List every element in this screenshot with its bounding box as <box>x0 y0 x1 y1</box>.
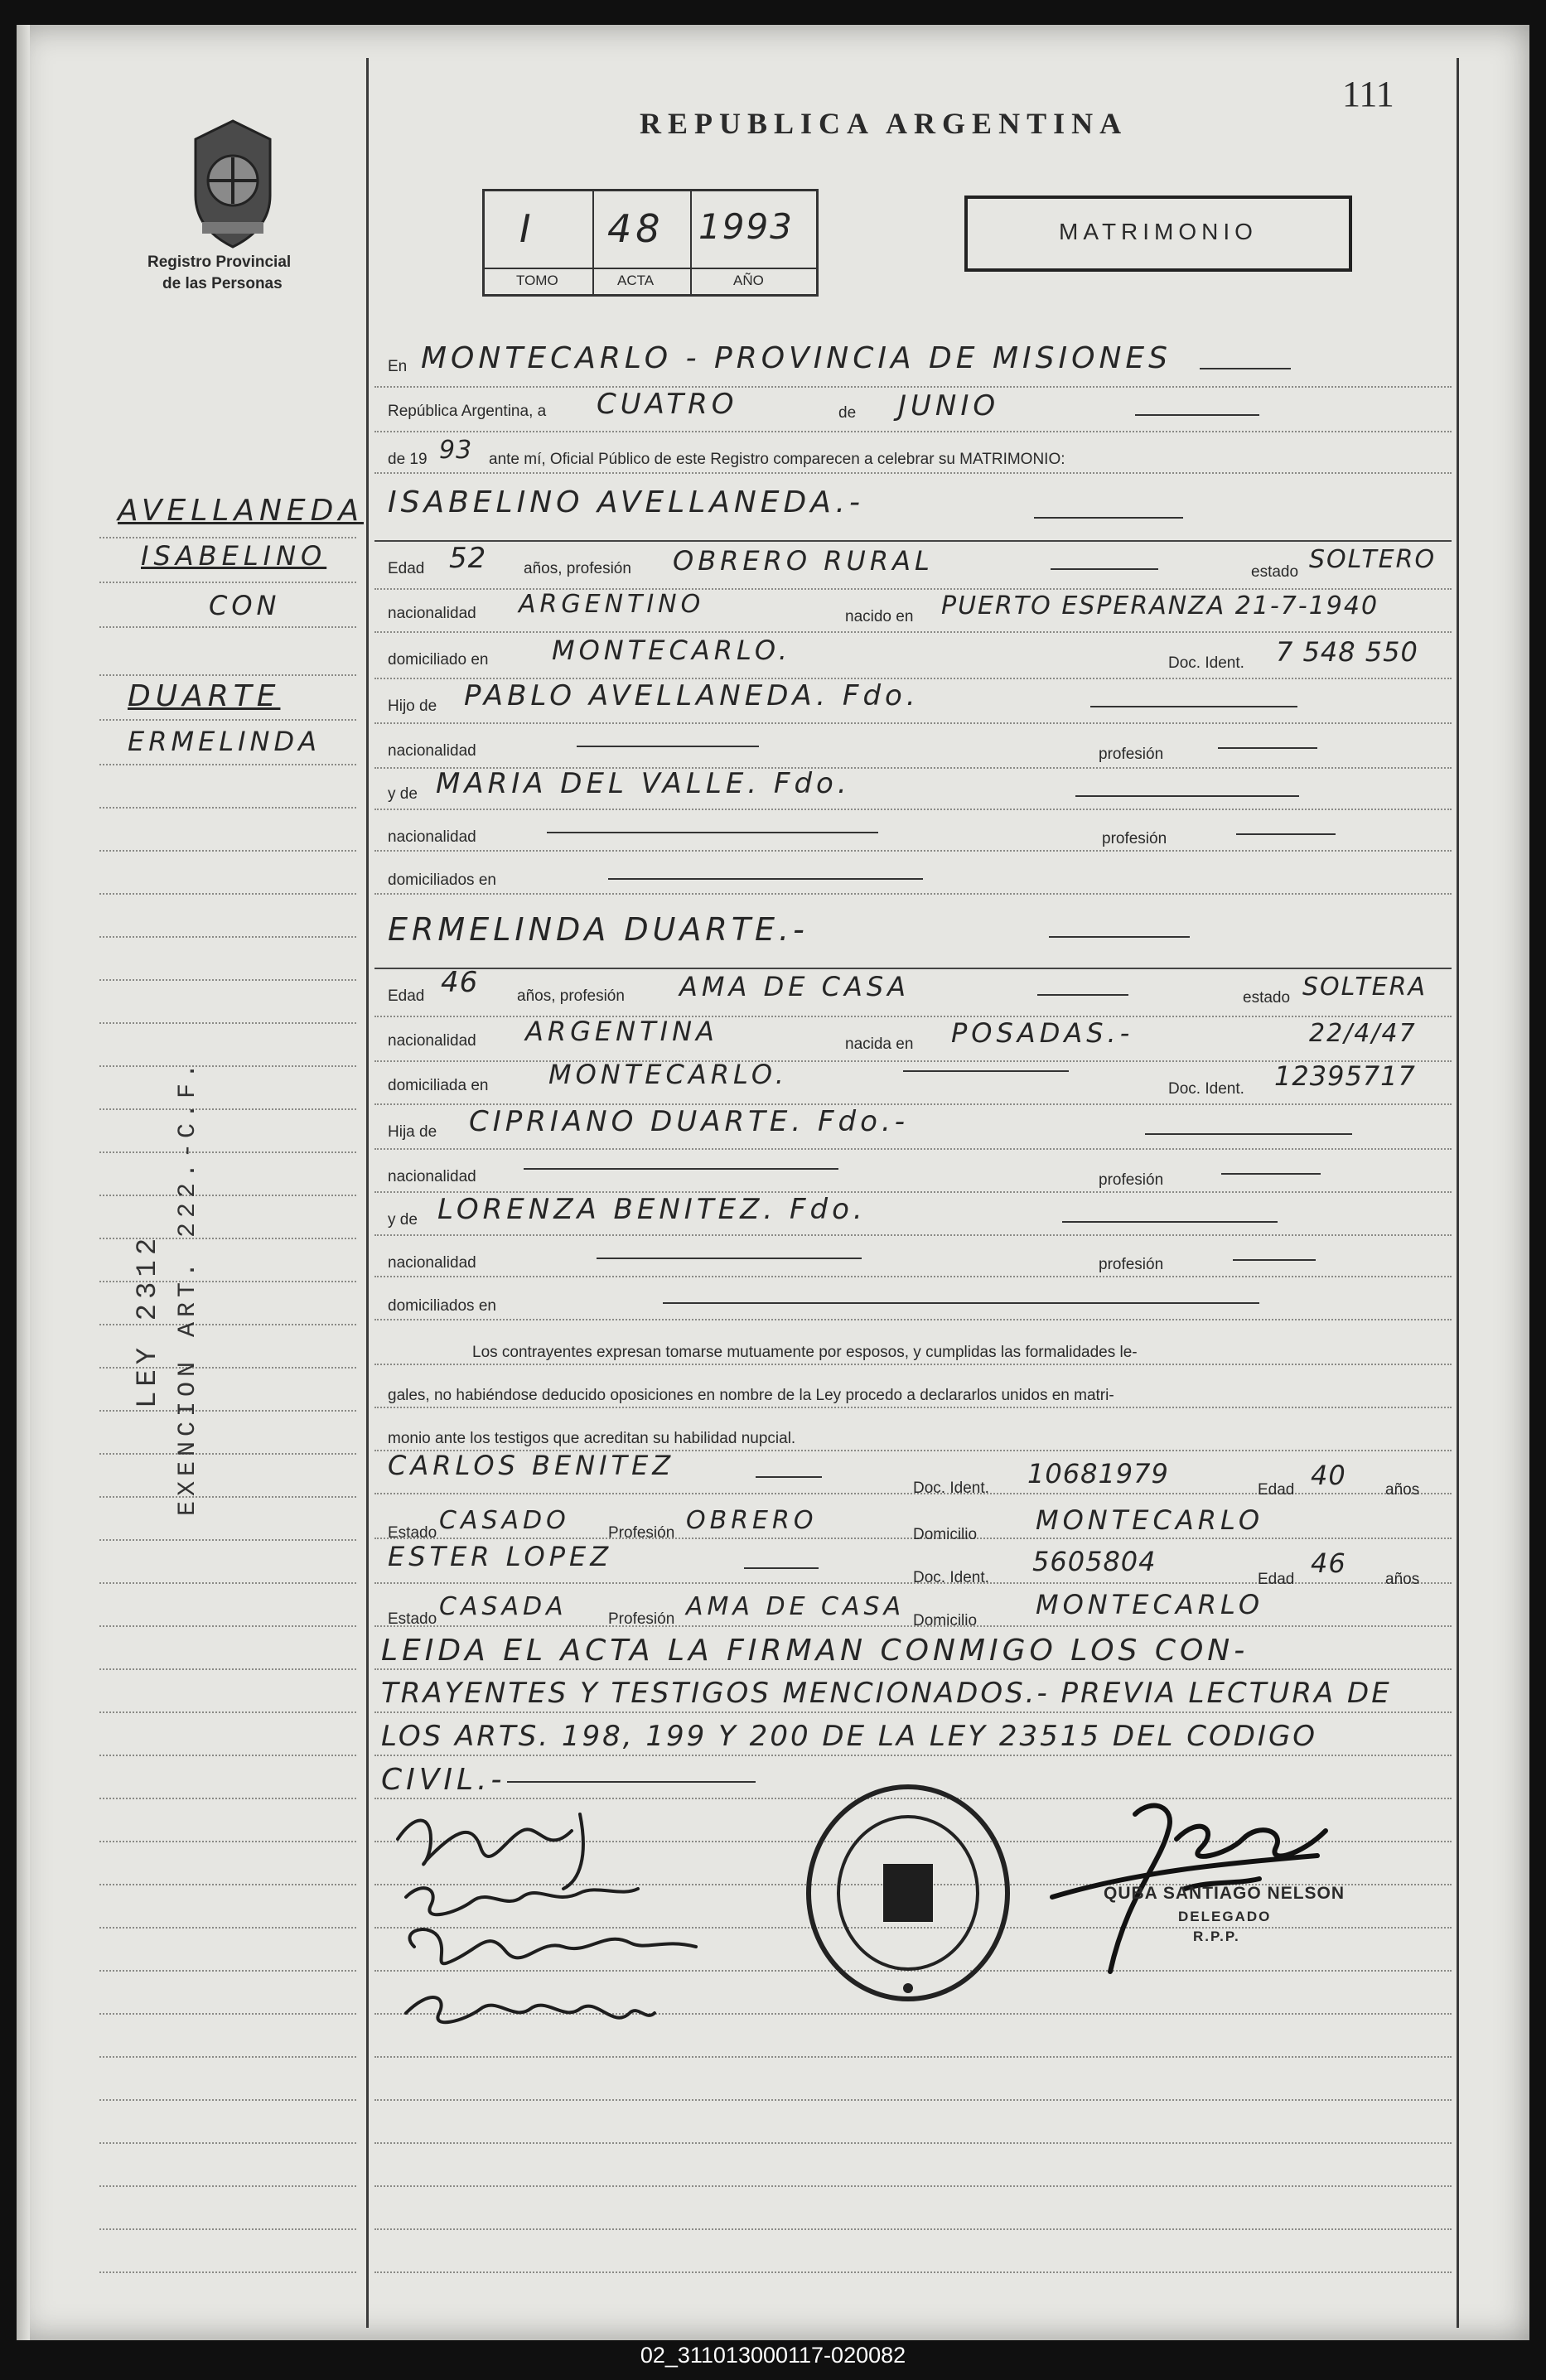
margin-groom-surname: AVELLANEDA <box>118 494 364 528</box>
witness1-doc-label: Doc. Ident. <box>913 1480 989 1497</box>
officer-registry: R.P.P. <box>1193 1929 1240 1944</box>
bride-name: ERMELINDA DUARTE.- <box>388 911 809 948</box>
witness1-profesion-label: Profesión <box>608 1524 675 1542</box>
image-filename: 02_311013000117-020082 <box>640 2343 906 2368</box>
witness2-profesion-label: Profesión <box>608 1610 675 1628</box>
ano-value: 1993 <box>698 206 794 247</box>
bride-estado: SOLTERA <box>1302 973 1427 1002</box>
witness1-anos-label: años <box>1385 1481 1420 1499</box>
bride-estado-label: estado <box>1243 989 1291 1007</box>
bride-birthplace: POSADAS.- <box>951 1017 1134 1049</box>
groom-profession: OBRERO RURAL <box>673 545 934 577</box>
declaration-line3: monio ante los testigos que acreditan su habilidad nupcial. <box>388 1430 796 1447</box>
tomo-value: I <box>519 206 535 251</box>
groom-name: ISABELINO AVELLANEDA.- <box>388 485 864 519</box>
act-type: MATRIMONIO <box>1059 219 1258 244</box>
witness1-profession: OBRERO <box>686 1506 818 1535</box>
witness2-name: ESTER LOPEZ <box>388 1541 613 1572</box>
witness1-age: 40 <box>1311 1460 1346 1491</box>
officer-title: DELEGADO <box>1178 1909 1272 1924</box>
bride-domicilio: MONTECARLO. <box>548 1059 788 1090</box>
groom-mother: MARIA DEL VALLE. Fdo. <box>436 767 851 800</box>
year-suffix: 93 <box>439 436 473 465</box>
bride-edad-label: Edad <box>388 987 425 1005</box>
registry-name-line2: de las Personas <box>162 275 283 292</box>
acta-label: ACTA <box>617 273 655 288</box>
folio-number: 111 <box>1342 74 1394 114</box>
bride-doc: 12395717 <box>1274 1060 1416 1092</box>
register-page <box>17 25 1529 2340</box>
witness1-domicilio: MONTECARLO <box>1036 1504 1263 1536</box>
act-type-box <box>964 196 1352 272</box>
groom-father-prof-label: profesión <box>1099 746 1164 763</box>
witness2-doc: 5605804 <box>1032 1546 1157 1577</box>
witness2-edad-label: Edad <box>1258 1571 1295 1588</box>
groom-father: PABLO AVELLANEDA. Fdo. <box>464 679 920 712</box>
closing-line2: TRAYENTES Y TESTIGOS MENCIONADOS.- PREVIA LECTURA DE <box>381 1677 1392 1710</box>
groom-domicilio: MONTECARLO. <box>552 635 791 666</box>
margin-bride-name: ERMELINDA <box>128 726 321 757</box>
bride-nacida-label: nacida en <box>845 1036 914 1053</box>
official-seal-icon <box>800 1781 1016 2005</box>
day-value: CUATRO <box>597 388 738 421</box>
country-heading: REPUBLICA ARGENTINA <box>640 107 1128 140</box>
witness1-domicilio-label: Domicilio <box>913 1526 978 1543</box>
bride-age: 46 <box>441 966 479 999</box>
witness1-doc: 10681979 <box>1027 1458 1169 1489</box>
signatures-icon <box>381 1806 729 2054</box>
groom-nationality: ARGENTINO <box>519 590 705 619</box>
republica-label: República Argentina, a <box>388 403 547 420</box>
groom-age: 52 <box>449 542 487 575</box>
place-value: MONTECARLO - PROVINCIA DE MISIONES <box>421 341 1172 375</box>
margin-groom-name: ISABELINO <box>141 540 327 572</box>
bride-yde-label: y de <box>388 1211 418 1229</box>
officer-name: QUBA SANTIAGO NELSON <box>1104 1884 1346 1903</box>
witness1-edad-label: Edad <box>1258 1481 1295 1499</box>
witness2-domicilio-label: Domicilio <box>913 1612 978 1629</box>
de-label: de <box>838 404 857 422</box>
declaration-line2: gales, no habiéndose deducido oposiciones en nombre de la Ley procedo a declararlos unidos en matri- <box>388 1387 1114 1404</box>
groom-yde-label: y de <box>388 785 418 803</box>
groom-edad-label: Edad <box>388 560 425 577</box>
bride-doc-label: Doc. Ident. <box>1168 1080 1244 1098</box>
bride-birthdate: 22/4/47 <box>1309 1019 1417 1048</box>
year-prefix: de 19 <box>388 451 428 468</box>
witness2-doc-label: Doc. Ident. <box>913 1569 989 1586</box>
exemption-stamp: EXENCION ART. 222.-C.F. <box>174 1058 202 1516</box>
acta-value: 48 <box>607 206 664 251</box>
groom-nacionalidad-label: nacionalidad <box>388 605 476 622</box>
witness2-profession: AMA DE CASA <box>686 1592 906 1621</box>
groom-doc-label: Doc. Ident. <box>1168 654 1244 672</box>
tomo-label: TOMO <box>516 273 558 288</box>
witness1-estado: CASADO <box>439 1506 570 1535</box>
intro-statement: ante mí, Oficial Público de este Registro comparecen a celebrar su MATRIMONIO: <box>489 451 1065 468</box>
bride-mother-nac-label: nacionalidad <box>388 1254 476 1272</box>
groom-profesion-label: años, profesión <box>524 560 631 577</box>
en-label: En <box>388 358 408 375</box>
witness2-estado: CASADA <box>439 1592 568 1621</box>
bride-profession: AMA DE CASA <box>679 971 911 1002</box>
closing-line1: LEIDA EL ACTA LA FIRMAN CONMIGO LOS CON- <box>381 1634 1249 1668</box>
groom-domicilio-label: domiciliado en <box>388 651 489 669</box>
margin-divider <box>366 58 369 2328</box>
bride-nationality: ARGENTINA <box>525 1016 718 1047</box>
margin-bride-surname: DUARTE <box>128 679 281 713</box>
registry-name-line1: Registro Provincial <box>147 253 292 271</box>
provincial-coat-of-arms-icon <box>184 116 282 257</box>
bride-profesion-label: años, profesión <box>517 987 625 1005</box>
bride-mother: LORENZA BENITEZ. Fdo. <box>437 1193 867 1226</box>
groom-birthplace: PUERTO ESPERANZA 21-7-1940 <box>941 591 1379 620</box>
month-value: JUNIO <box>898 389 1000 422</box>
witness2-age: 46 <box>1311 1547 1346 1579</box>
groom-estado: SOLTERO <box>1309 545 1437 574</box>
closing-line3: LOS ARTS. 198, 199 Y 200 DE LA LEY 23515 DEL CODIGO <box>381 1720 1318 1753</box>
witness1-estado-label: Estado <box>388 1524 437 1542</box>
reference-box <box>482 189 819 297</box>
witness2-anos-label: años <box>1385 1571 1420 1588</box>
bride-hija-label: Hija de <box>388 1123 437 1141</box>
groom-mother-nac-label: nacionalidad <box>388 828 476 846</box>
witness2-domicilio: MONTECARLO <box>1036 1589 1263 1620</box>
groom-father-nac-label: nacionalidad <box>388 742 476 760</box>
groom-nacido-label: nacido en <box>845 608 914 625</box>
right-border <box>1457 58 1459 2328</box>
groom-domiciliados-label: domiciliados en <box>388 871 496 889</box>
bride-father-nac-label: nacionalidad <box>388 1168 476 1185</box>
bride-father: CIPRIANO DUARTE. Fdo.- <box>469 1105 910 1138</box>
groom-mother-prof-label: profesión <box>1102 830 1167 847</box>
closing-line4: CIVIL.- <box>381 1763 506 1797</box>
bride-mother-prof-label: profesión <box>1099 1256 1164 1273</box>
groom-doc: 7 548 550 <box>1276 636 1418 668</box>
ano-label: AÑO <box>733 273 764 288</box>
witness1-name: CARLOS BENITEZ <box>388 1450 675 1481</box>
bride-domicilio-label: domiciliada en <box>388 1077 489 1094</box>
officer-signature-icon <box>1036 1781 1408 1980</box>
groom-hijo-label: Hijo de <box>388 698 437 715</box>
law-stamp: LEY 2312 <box>133 1233 164 1408</box>
groom-estado-label: estado <box>1251 563 1299 581</box>
book-binding <box>17 25 30 2340</box>
bride-nacionalidad-label: nacionalidad <box>388 1032 476 1050</box>
bride-domiciliados-label: domiciliados en <box>388 1297 496 1315</box>
bride-father-prof-label: profesión <box>1099 1171 1164 1189</box>
declaration-line1: Los contrayentes expresan tomarse mutuamente por esposos, y cumplidas las formalidades le- <box>472 1344 1138 1361</box>
witness2-estado-label: Estado <box>388 1610 437 1628</box>
margin-con: CON <box>209 590 281 621</box>
